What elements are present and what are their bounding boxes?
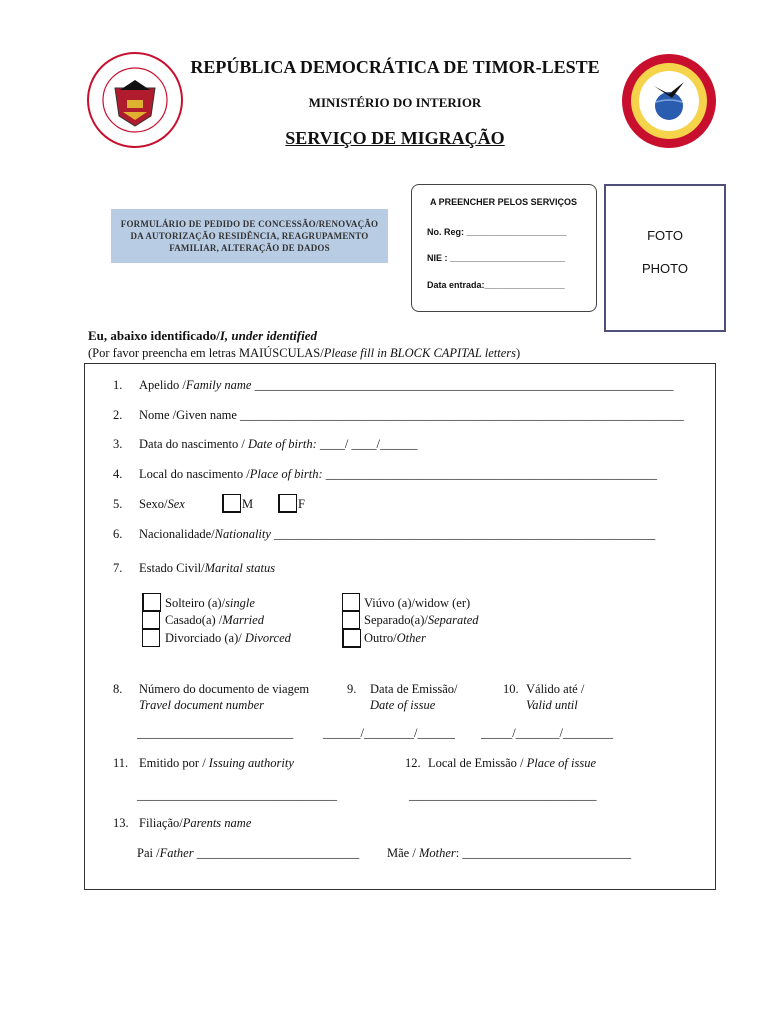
field-number: 5. (113, 497, 123, 511)
married-label: Casado(a) /Married (165, 613, 264, 627)
valid-until-blank[interactable]: _____/_______/________ (481, 726, 613, 740)
widow-checkbox[interactable] (342, 593, 360, 611)
father-field[interactable]: Pai /Father __________________________ (137, 846, 360, 860)
form-title-line: FAMILIAR, ALTERAÇÃO DE DADOS (169, 243, 330, 253)
field-label: Sexo/ (139, 497, 168, 511)
other-checkbox[interactable] (342, 629, 361, 648)
field-given-name[interactable] (113, 408, 684, 423)
field-label-en: Travel document number (139, 698, 264, 712)
field-label: Válido até / (526, 682, 585, 696)
married-checkbox[interactable] (142, 611, 160, 629)
field-label: Número do documento de viagem (139, 682, 310, 696)
sex-f-checkbox[interactable] (278, 494, 297, 513)
separated-checkbox[interactable] (342, 611, 360, 629)
field-label: Apelido / (139, 378, 186, 392)
form-title-line: DA AUTORIZAÇÃO RESIDÊNCIA, REAGRUPAMENTO (130, 231, 369, 241)
field-label: Estado Civil/ (139, 561, 205, 575)
divorced-checkbox[interactable] (142, 629, 160, 647)
form-title-line: FORMULÁRIO DE PEDIDO DE CONCESSÃO/RENOVAÇÃO (120, 219, 379, 229)
single-label: Solteiro (a)/single (165, 596, 255, 610)
field-label-en: Date of issue (370, 698, 436, 712)
field-blank[interactable]: _______________________________________________________________________ (236, 408, 684, 422)
field-blank[interactable]: ___________________________________________________________________ (251, 378, 674, 392)
field-label: Nacionalidade/ (139, 527, 215, 541)
field-number: 7. (113, 561, 123, 575)
instructions-end: ) (515, 346, 521, 360)
field-label-en: Valid until (526, 698, 578, 712)
services-box (411, 184, 597, 312)
place-of-issue-blank[interactable]: ______________________________ (409, 788, 597, 802)
separated-label: Separado(a)/Separated (364, 613, 479, 627)
field-label-en: Place of birth: (249, 467, 323, 481)
field-label: Data de Emissão/ (370, 682, 458, 696)
form-title-box (111, 209, 388, 263)
field-number: 3. (113, 437, 123, 451)
form-box (84, 363, 716, 890)
field-blank[interactable]: _____________________________________________________________ (270, 527, 656, 541)
field-travel-document: 8. Número do documento de viagem (113, 682, 310, 696)
divorced-label: Divorciado (a)/ Divorced (165, 631, 291, 645)
instructions-pt: (Por favor preencha em letras MAIÚSCULAS/ (88, 346, 324, 360)
widow-label: Viúvo (a)/widow (er) (364, 596, 471, 610)
intro-line (88, 328, 317, 344)
ministry-title: MINISTÉRIO DO INTERIOR (308, 95, 482, 110)
field-valid-until: 10. Válido até / (503, 682, 585, 696)
issuing-authority-blank[interactable]: ________________________________ (137, 788, 337, 802)
sex-m-label: M (242, 497, 254, 511)
field-label-en: Date of birth: (248, 437, 317, 451)
field-parents-name: 13. Filiação/Parents name (113, 816, 252, 830)
field-label-en: Marital status (204, 561, 276, 575)
field-sex (113, 497, 185, 512)
travel-document-blank[interactable]: _________________________ (137, 726, 294, 740)
field-number: 4. (113, 467, 123, 481)
field-marital-status (113, 561, 275, 576)
field-issuing-authority: 11. Emitido por / Issuing authority (113, 756, 294, 770)
reg-number-field[interactable]: No. Reg: ____________________ (427, 227, 567, 237)
field-blank[interactable]: ____/ ____/______ (316, 437, 418, 451)
field-date-of-birth[interactable] (113, 437, 417, 452)
intro-en: I, under identified (219, 328, 317, 343)
field-blank[interactable]: _____________________________________________________ (322, 467, 658, 481)
intro-instructions (88, 346, 520, 361)
photo-box[interactable] (604, 184, 726, 332)
field-label-en: Nationality (214, 527, 271, 541)
photo-label: FOTO (647, 228, 683, 243)
field-issue-date: 9. Data de Emissão/ (347, 682, 458, 696)
field-place-of-birth[interactable] (113, 467, 657, 482)
field-label-en: Sex (167, 497, 185, 511)
mother-field[interactable]: Mãe / Mother: ___________________________ (387, 846, 632, 860)
single-checkbox[interactable] (142, 593, 161, 612)
field-place-of-issue: 12. Local de Emissão / Place of issue (405, 756, 597, 770)
nie-field[interactable]: NIE : _______________________ (427, 253, 566, 263)
field-number: 1. (113, 378, 123, 392)
field-number: 6. (113, 527, 123, 541)
field-family-name[interactable] (113, 378, 673, 393)
field-label-en: Family name (185, 378, 252, 392)
field-nationality[interactable] (113, 527, 655, 542)
sex-f-label: F (298, 497, 305, 511)
service-title: SERVIÇO DE MIGRAÇÃO (285, 128, 505, 148)
instructions-en: Please fill in BLOCK CAPITAL letters (323, 346, 516, 360)
field-number: 2. (113, 408, 123, 422)
sex-m-checkbox[interactable] (222, 494, 241, 513)
entry-date-field[interactable]: Data entrada:________________ (427, 280, 565, 290)
field-label: Local do nascimento / (139, 467, 250, 481)
field-label: Data do nascimento / (139, 437, 248, 451)
field-label: Nome /Given name (139, 408, 237, 422)
intro-pt: Eu, abaixo identificado/ (88, 328, 220, 343)
photo-label: PHOTO (642, 261, 688, 276)
other-label: Outro/Other (364, 631, 426, 645)
issue-date-blank[interactable]: ______/________/______ (323, 726, 455, 740)
page-title: REPÚBLICA DEMOCRÁTICA DE TIMOR-LESTE (190, 57, 600, 77)
services-heading: A PREENCHER PELOS SERVIÇOS (430, 197, 578, 207)
